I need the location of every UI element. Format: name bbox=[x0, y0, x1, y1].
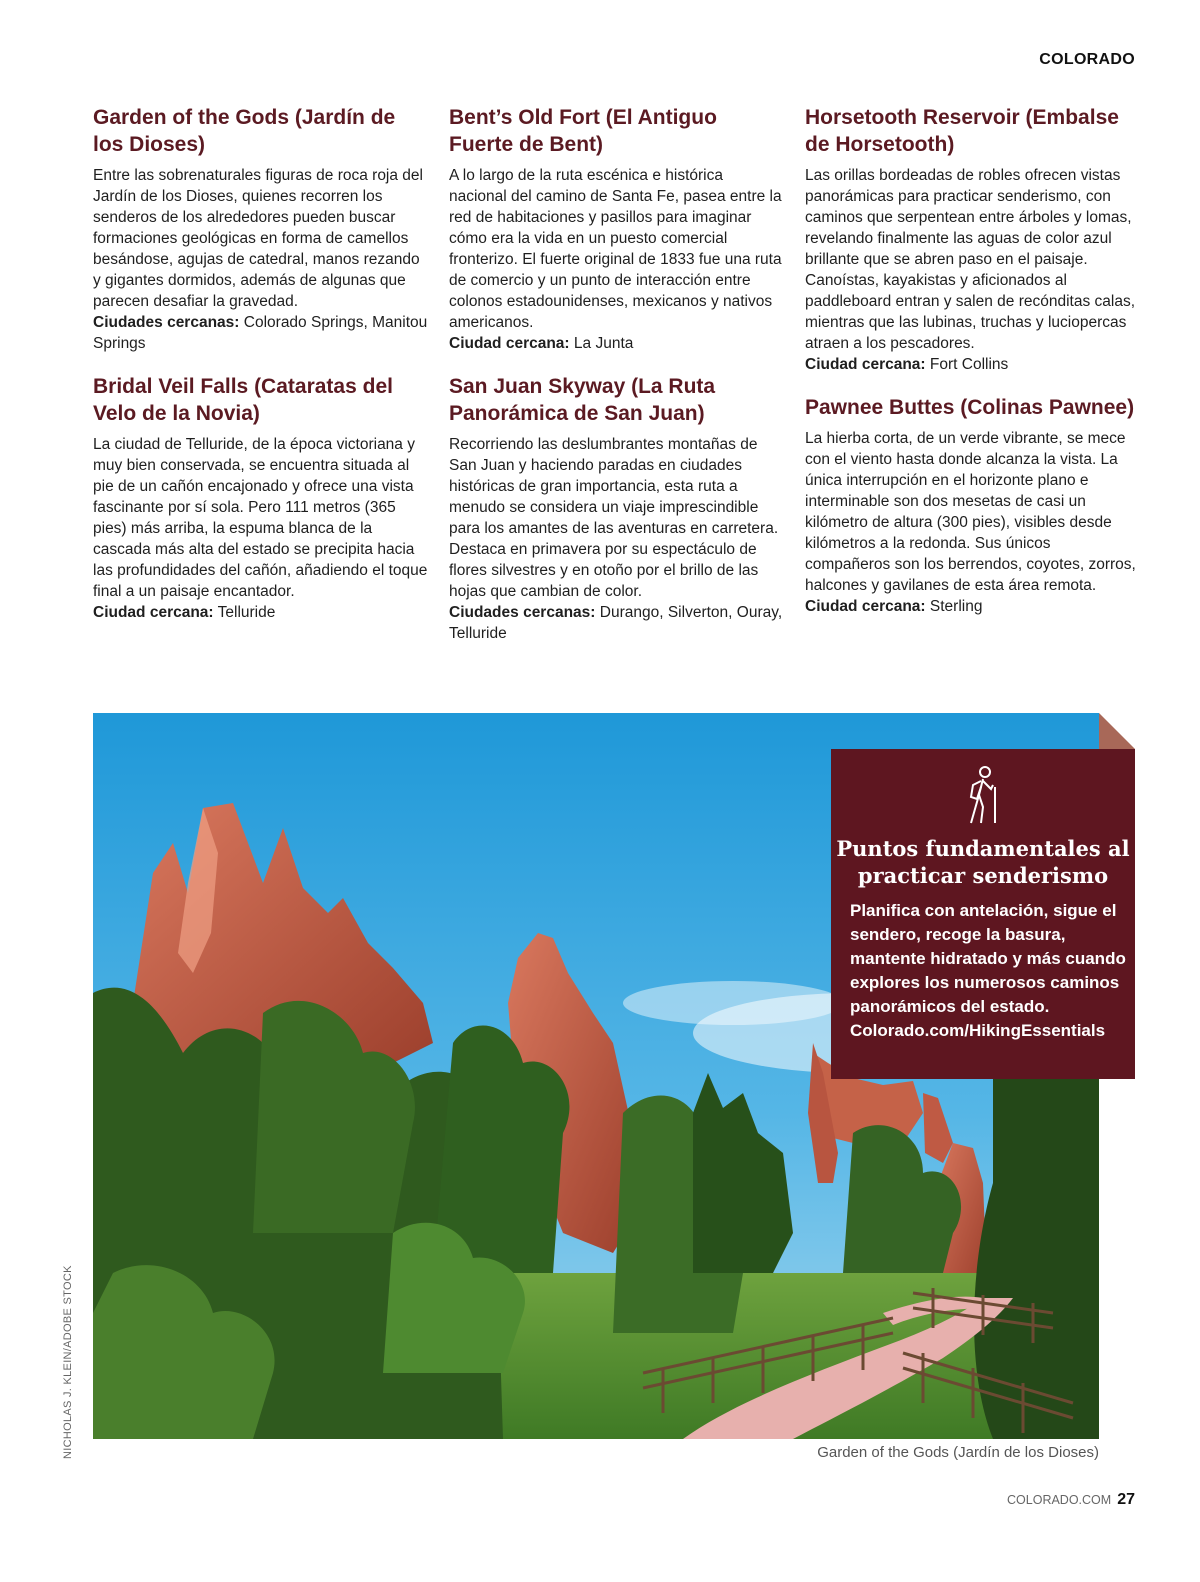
article-body: Recorriendo las deslumbrantes montañas de San Juan y haciendo paradas en ciudades históricas de gran importancia, esta ruta a menudo se considera un viaje imprescindible para los amantes de las aventuras en carretera. Destaca en primavera por su espectáculo de flores silvestres y en otoño por el brillo de las hojas que cambian de color. bbox=[449, 436, 779, 600]
nearby-label: Ciudad cercana: bbox=[805, 356, 926, 373]
page-footer bbox=[1007, 1491, 1135, 1509]
article-title: Bridal Veil Falls (Cataratas del Velo de la Novia) bbox=[93, 375, 393, 425]
article-pawnee-buttes bbox=[805, 394, 1140, 617]
article-title: Bent’s Old Fort (El Antiguo Fuerte de Bent) bbox=[449, 106, 717, 156]
section-tag: COLORADO bbox=[1039, 51, 1135, 68]
article-title: Pawnee Buttes (Colinas Pawnee) bbox=[805, 396, 1135, 419]
footer-site: COLORADO.COM bbox=[1007, 1493, 1112, 1507]
hiker-icon bbox=[963, 765, 1003, 825]
article-horsetooth-reservoir bbox=[805, 104, 1140, 375]
article-bents-old-fort bbox=[449, 104, 784, 354]
nearby-cities bbox=[805, 596, 1140, 617]
page-number: 27 bbox=[1117, 1491, 1135, 1508]
corner-fold bbox=[1099, 713, 1135, 749]
nearby-cities bbox=[805, 354, 1140, 375]
nearby-label: Ciudades cercanas: bbox=[93, 314, 240, 331]
nearby-label: Ciudades cercanas: bbox=[449, 604, 596, 621]
nearby-label: Ciudad cercana: bbox=[805, 598, 926, 615]
tip-title: Puntos fundamentales al practicar senderismo bbox=[836, 836, 1130, 888]
nearby-label: Ciudad cercana: bbox=[449, 335, 570, 352]
article-body: Las orillas bordeadas de robles ofrecen vistas panorámicas para practicar senderismo, con caminos que serpentean entre árboles y lomas, revelando finalmente las aguas de color azul brillante que se abren paso en el paisaje. Canoístas, kayakistas y aficionados al paddleboard entran y salen de recónditas calas, mientras que las lubinas, truchas y luciopercas atraen a los pescadores. bbox=[805, 167, 1136, 352]
photo-caption: Garden of the Gods (Jardín de los Dioses) bbox=[817, 1444, 1099, 1461]
hiking-tip-box bbox=[831, 749, 1135, 1079]
nearby-value: Colorado Springs, Manitou Springs bbox=[93, 314, 428, 352]
article-title: Garden of the Gods (Jardín de los Dioses) bbox=[93, 106, 396, 156]
nearby-cities bbox=[449, 602, 784, 644]
photo-credit: NICHOLAS J. KLEIN/ADOBE STOCK bbox=[62, 1265, 74, 1459]
article-body: La hierba corta, de un verde vibrante, se mece con el viento hasta donde alcanza la vista. La única interrupción en el horizonte plano e interminable son dos mesetas de casi un kilómetro de altura (300 pies), visibles desde kilómetros a la redonda. Sus únicos compañeros son los berrendos, coyotes, zorros, halcones y gavilanes de esta área remota. bbox=[805, 430, 1136, 594]
article-garden-of-the-gods bbox=[93, 104, 428, 354]
nearby-cities bbox=[93, 312, 428, 354]
article-san-juan-skyway bbox=[449, 373, 784, 644]
nearby-value: Telluride bbox=[213, 604, 276, 621]
nearby-value: Fort Collins bbox=[925, 356, 1009, 373]
column-right bbox=[805, 104, 1140, 636]
article-title: Horsetooth Reservoir (Embalse de Horsetooth) bbox=[805, 106, 1119, 156]
nearby-cities bbox=[449, 333, 784, 354]
nearby-cities bbox=[93, 602, 428, 623]
column-middle bbox=[449, 104, 784, 663]
nearby-label: Ciudad cercana: bbox=[93, 604, 214, 621]
article-body: Entre las sobrenaturales figuras de roca roja del Jardín de los Dioses, quienes recorren los senderos de los alrededores pueden buscar formaciones geológicas en forma de camellos besándose, agujas de catedral, manos rezando y gigantes dormidos, además de algunas que parecen desafiar la gravedad. bbox=[93, 167, 423, 310]
article-body: La ciudad de Telluride, de la época victoriana y muy bien conservada, se encuentra situada al pie de un cañón encajonado y ofrece una vista fascinante por sí sola. Pero 111 metros (365 pies) más arriba, la espuma blanca de la cascada más alta del estado se precipita hacia las profundidades del cañón, añadiendo el toque final a un paisaje encantador. bbox=[93, 436, 428, 600]
article-title: San Juan Skyway (La Ruta Panorámica de San Juan) bbox=[449, 375, 716, 425]
nearby-value: La Junta bbox=[569, 335, 634, 352]
column-left bbox=[93, 104, 428, 642]
tip-body: Planifica con antelación, sigue el sendero, recoge la basura, mantente hidratado y más cuando explores los numerosos caminos panorámicos del estado. Colorado.com/HikingEssentials bbox=[850, 901, 1126, 1040]
article-bridal-veil-falls bbox=[93, 373, 428, 623]
nearby-value: Sterling bbox=[925, 598, 983, 615]
article-body: A lo largo de la ruta escénica e histórica nacional del camino de Santa Fe, pasea entre la red de habitaciones y pasillos para imaginar cómo era la vida en un puesto comercial fronterizo. El fuerte original de 1833 fue una ruta de comercio y un punto de interacción entre colonos estadounidenses, mexicanos y nativos americanos. bbox=[449, 167, 782, 331]
nearby-value: Durango, Silverton, Ouray, Telluride bbox=[449, 604, 783, 642]
